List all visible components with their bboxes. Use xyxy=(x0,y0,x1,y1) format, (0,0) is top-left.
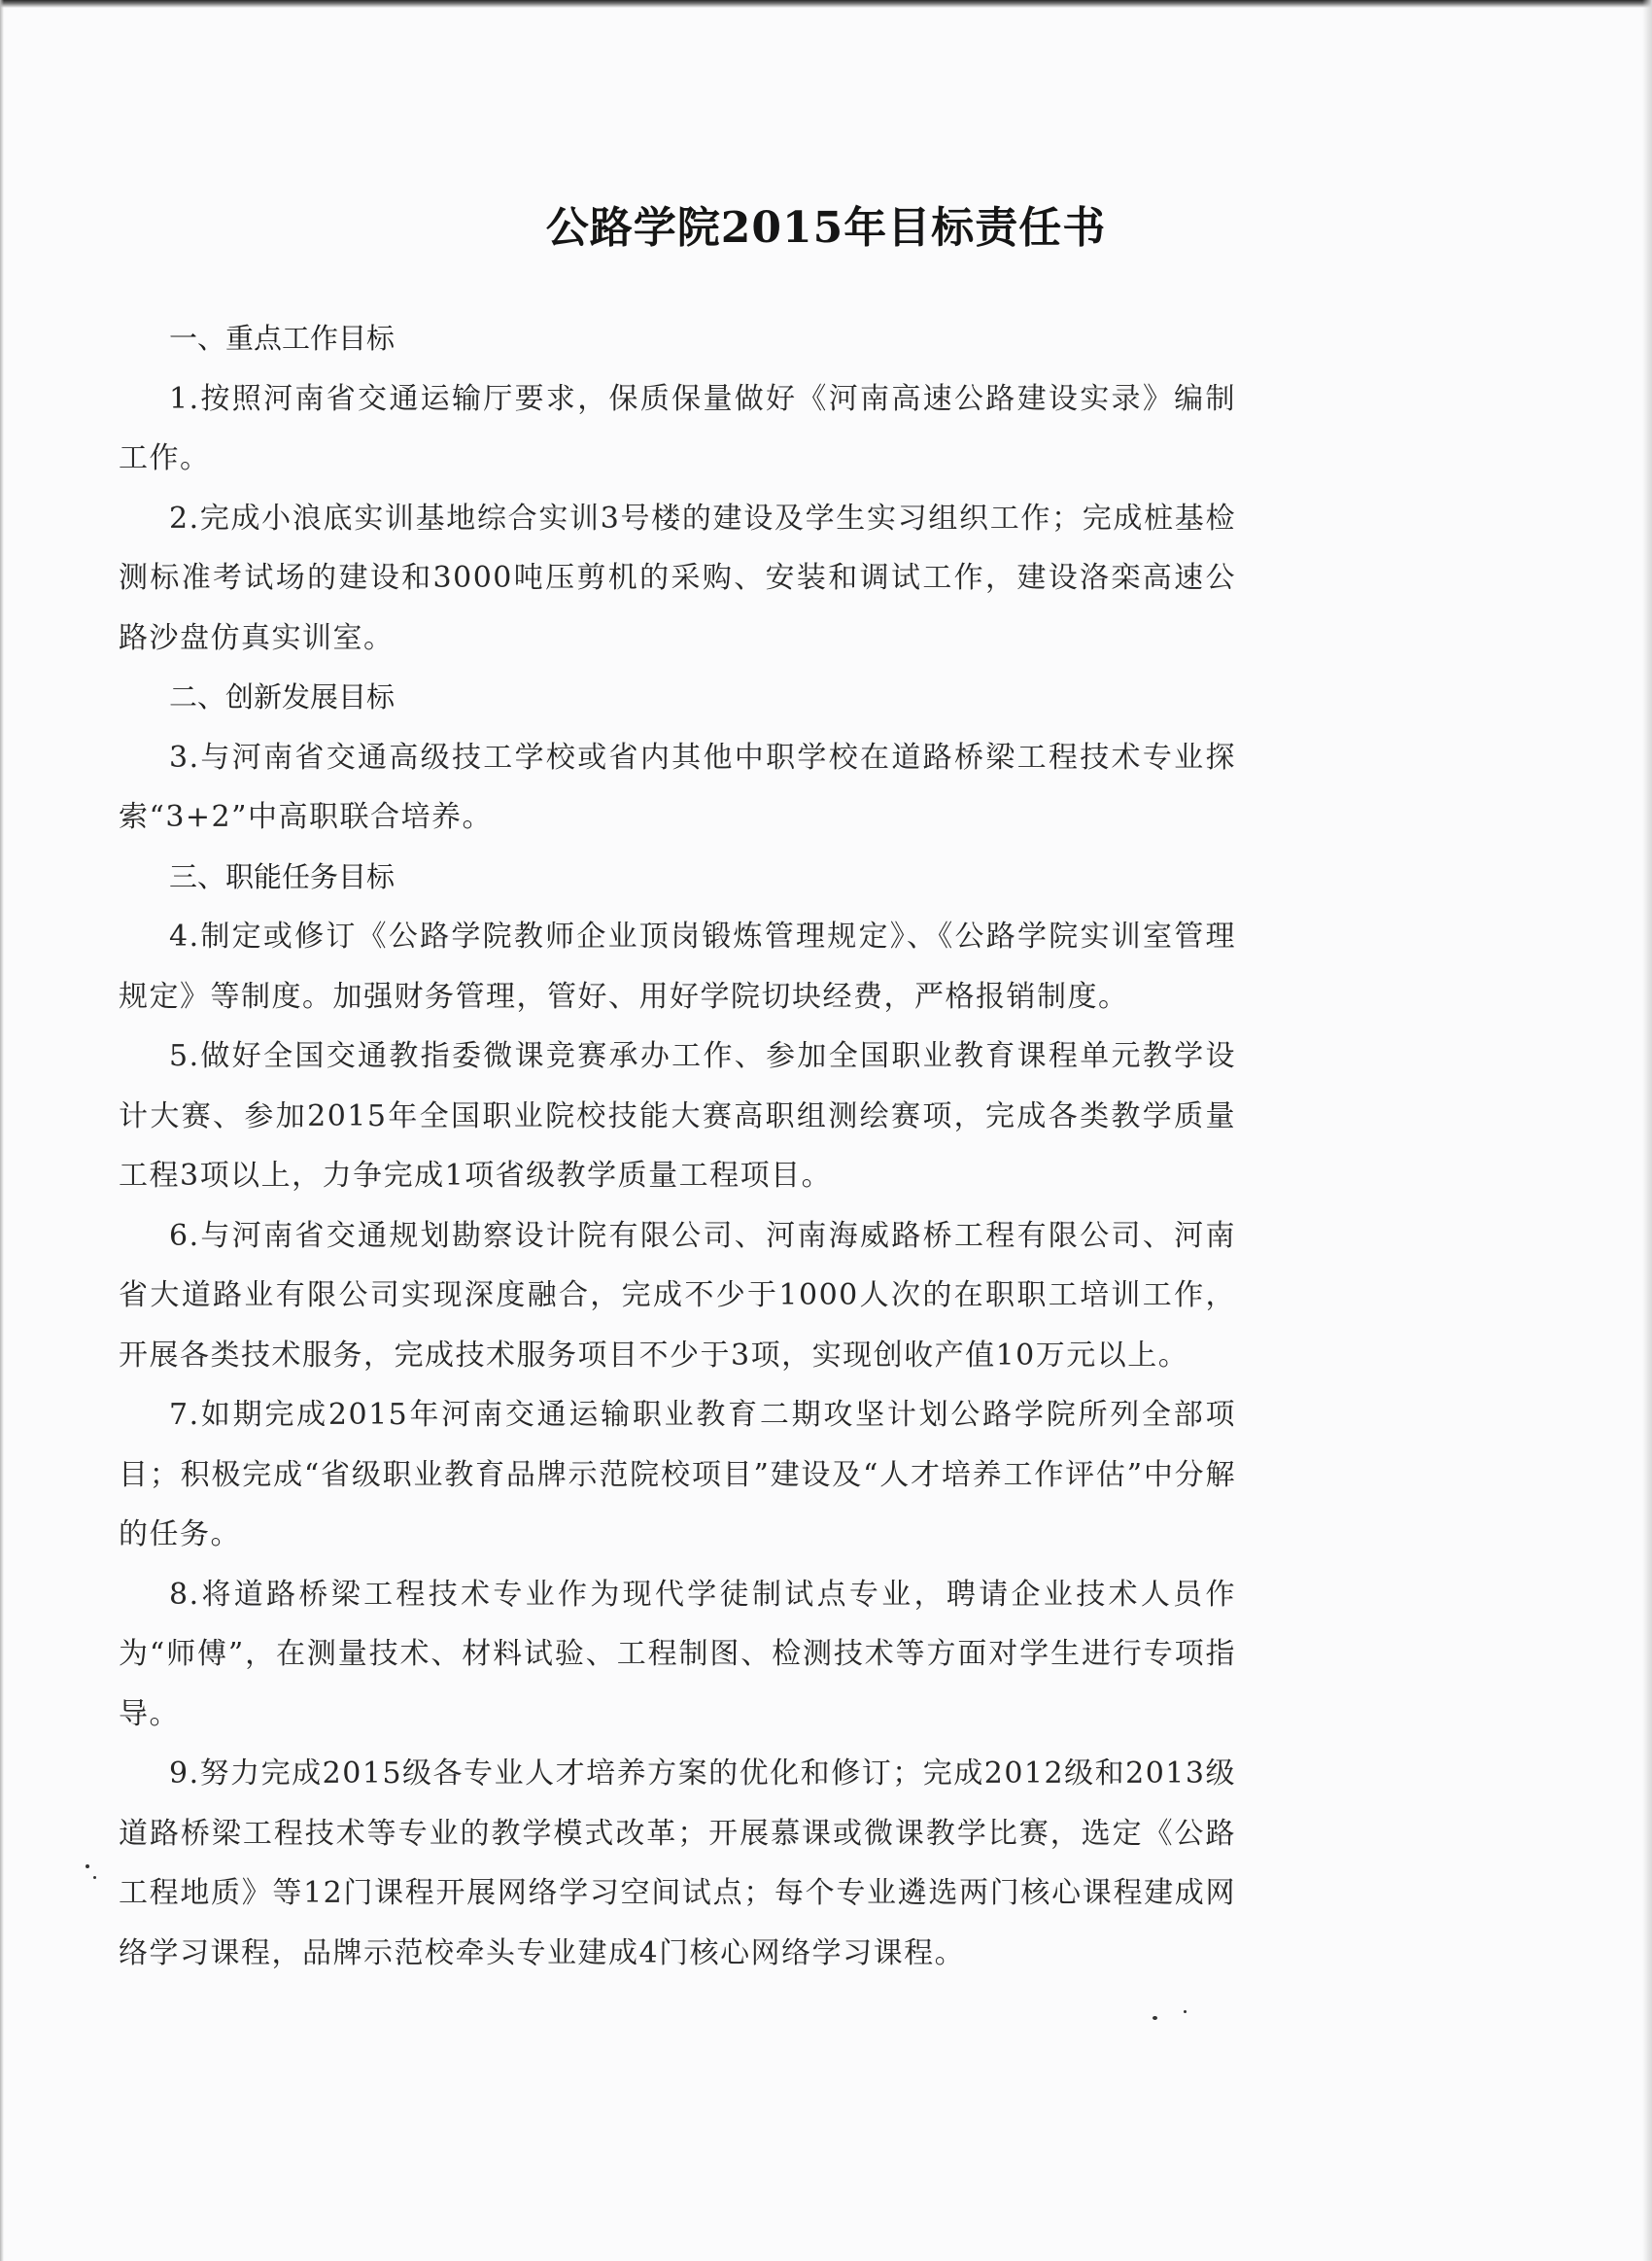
scan-speck xyxy=(1153,2016,1157,2020)
item-5: 5.做好全国交通教指委微课竞赛承办工作、参加全国职业教育课程单元教学设计大赛、参加2015年全国职业院校技能大赛高职组测绘赛项，完成各类教学质量工程3项以上，力争完成1项省级教学质量工程项目。 xyxy=(119,1039,1236,1193)
item-8: 8.将道路桥梁工程技术专业作为现代学徒制试点专业，聘请企业技术人员作为“师傅”，在测量技术、材料试验、工程制图、检测技术等方面对学生进行专项指导。 xyxy=(119,1577,1236,1731)
document-title: 公路学院2015年目标责任书 xyxy=(545,203,1107,253)
item-7: 7.如期完成2015年河南交通运输职业教育二期攻坚计划公路学院所列全部项目；积极完成“省级职业教育品牌示范院校项目”建设及“人才培养工作评估”中分解的任务。 xyxy=(119,1398,1236,1551)
document-body xyxy=(119,309,1236,1983)
item-9: 9.努力完成2015级各专业人才培养方案的优化和修订；完成2012级和2013级道路桥梁工程技术等专业的教学模式改革；开展慕课或微课教学比赛，选定《公路工程地质》等12门课程开展网络学习空间试点；每个专业遴选两门核心课程建成网络学习课程，品牌示范校牵头专业建成4门核心网络学习课程。 xyxy=(119,1757,1236,1970)
item-2: 2.完成小浪底实训基地综合实训3号楼的建设及学生实习组织工作；完成桩基检测标准考试场的建设和3000吨压剪机的采购、安装和调试工作，建设洛栾高速公路沙盘仿真实训室。 xyxy=(119,501,1236,655)
item-3: 3.与河南省交通高级技工学校或省内其他中职学校在道路桥梁工程技术专业探索“3+2”中高职联合培养。 xyxy=(119,740,1236,834)
scan-left-edge xyxy=(0,0,4,2261)
item-6: 6.与河南省交通规划勘察设计院有限公司、河南海威路桥工程有限公司、河南省大道路业有限公司实现深度融合，完成不少于1000人次的在职职工培训工作，开展各类技术服务，完成技术服务项目不少于3项，实现创收产值10万元以上。 xyxy=(119,1218,1236,1373)
section-heading-3: 三、职能任务目标 xyxy=(169,859,396,893)
item-1: 1.按照河南省交通运输厅要求，保质保量做好《河南高速公路建设实录》编制工作。 xyxy=(119,381,1236,475)
section-heading-2: 二、创新发展目标 xyxy=(169,680,396,713)
scan-speck xyxy=(86,1864,89,1868)
scan-top-edge xyxy=(0,0,1652,8)
scan-speck xyxy=(93,1876,96,1879)
section-heading-1: 一、重点工作目标 xyxy=(169,322,396,355)
scan-speck xyxy=(1184,2010,1187,2013)
item-4: 4.制定或修订《公路学院教师企业顶岗锻炼管理规定》、《公路学院实训室管理规定》等制度。加强财务管理，管好、用好学院切块经费，严格报销制度。 xyxy=(119,920,1236,1014)
scan-right-edge xyxy=(1642,0,1652,2261)
